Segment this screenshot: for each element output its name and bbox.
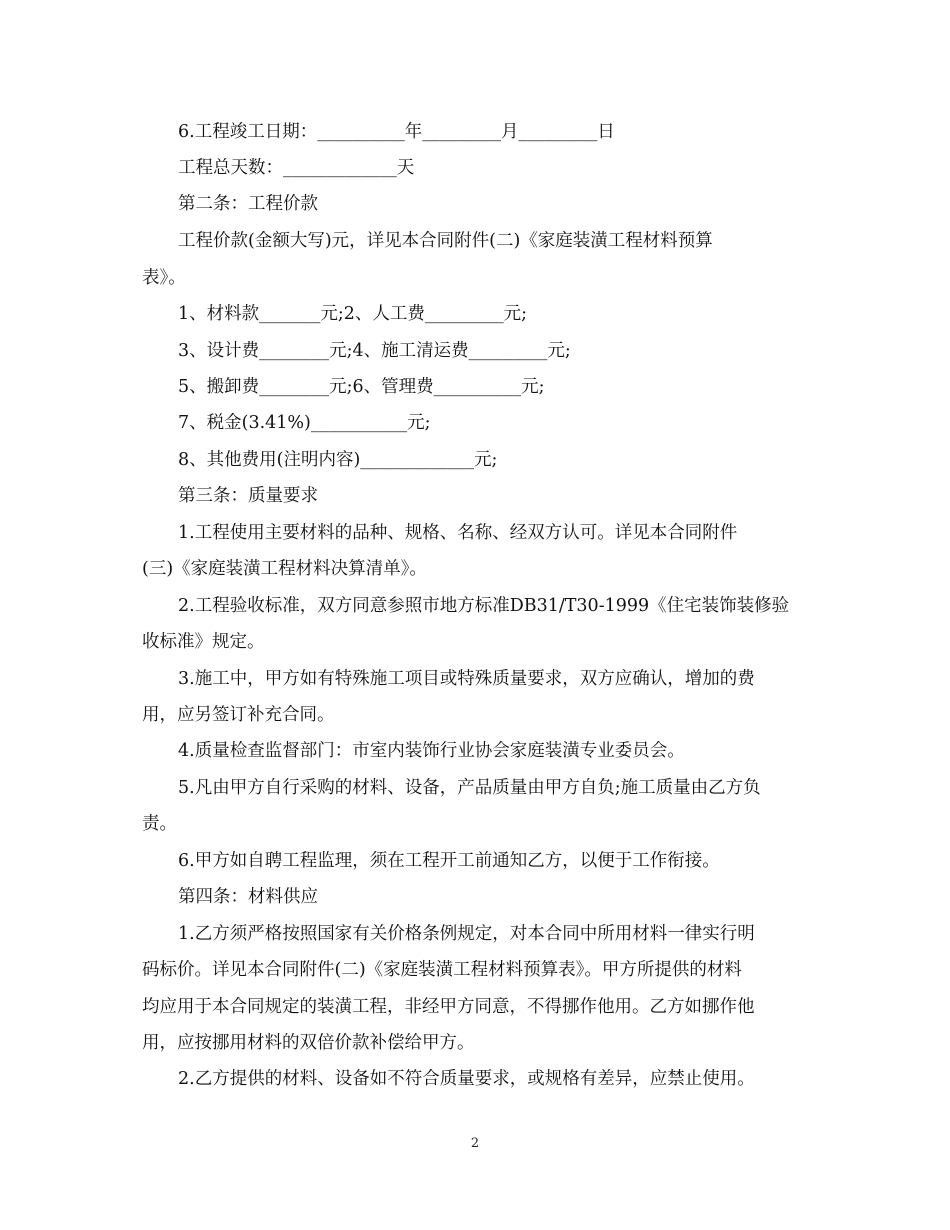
text-line: 2.乙方提供的材料、设备如不符合质量要求，或规格有差异，应禁止使用。: [178, 1069, 755, 1089]
text-line: 均应用于本合同规定的装潢工程，非经甲方同意，不得挪作他用。乙方如挪作他: [142, 997, 755, 1017]
section-heading: 第二条：工程价款: [178, 194, 318, 214]
text-line: 3.施工中，甲方如有特殊施工项目或特殊质量要求，双方应确认，增加的费: [178, 669, 755, 689]
text-line: 表》。: [142, 268, 186, 288]
text-line: 用，应按挪用材料的双倍价款补偿给甲方。: [142, 1033, 475, 1053]
text-line: 1.工程使用主要材料的品种、规格、名称、经双方认可。详见本合同附件: [178, 523, 738, 543]
text-line: 5.凡由甲方自行采购的材料、设备，产品质量由甲方自负;施工质量由乙方负: [178, 778, 761, 798]
text-line: 用，应另签订补充合同。: [142, 705, 335, 725]
section-heading: 第四条：材料供应: [178, 887, 318, 907]
text-line: 2.工程验收标准，双方同意参照市地方标准DB31/T30-1999《住宅装饰装修验: [178, 596, 790, 616]
text-line: 责。: [142, 814, 177, 834]
text-line: 1.乙方须严格按照国家有关价格条例规定，对本合同中所用材料一律实行明: [178, 924, 755, 944]
text-line: 6.工程竣工日期：__________年_________月_________日: [178, 122, 615, 142]
text-line: 5、搬卸费________元;6、管理费__________元;: [178, 377, 545, 397]
text-line: 码标价。详见本合同附件(二)《家庭装潢工程材料预算表》。甲方所提供的材料: [142, 960, 742, 980]
text-line: 8、其他费用(注明内容)_____________元;: [178, 450, 498, 470]
text-line: 3、设计费________元;4、施工清运费_________元;: [178, 341, 571, 361]
text-line: 工程总天数：_____________天: [178, 158, 415, 178]
text-line: (三)《家庭装潢工程材料决算清单》。: [142, 559, 427, 579]
text-line: 7、税金(3.41%)___________元;: [178, 413, 431, 433]
text-line: 收标准》规定。: [142, 632, 265, 652]
section-heading: 第三条：质量要求: [178, 486, 318, 506]
text-line: 4.质量检查监督部门：市室内装饰行业协会家庭装潢专业委员会。: [178, 741, 685, 761]
text-line: 6.甲方如自聘工程监理，须在工程开工前通知乙方，以便于工作衔接。: [178, 851, 720, 871]
text-line: 1、材料款_______元;2、人工费_________元;: [178, 304, 528, 324]
page-number: 2: [470, 1136, 480, 1151]
text-line: 工程价款(金额大写)元，详见本合同附件(二)《家庭装潢工程材料预算: [178, 231, 713, 251]
